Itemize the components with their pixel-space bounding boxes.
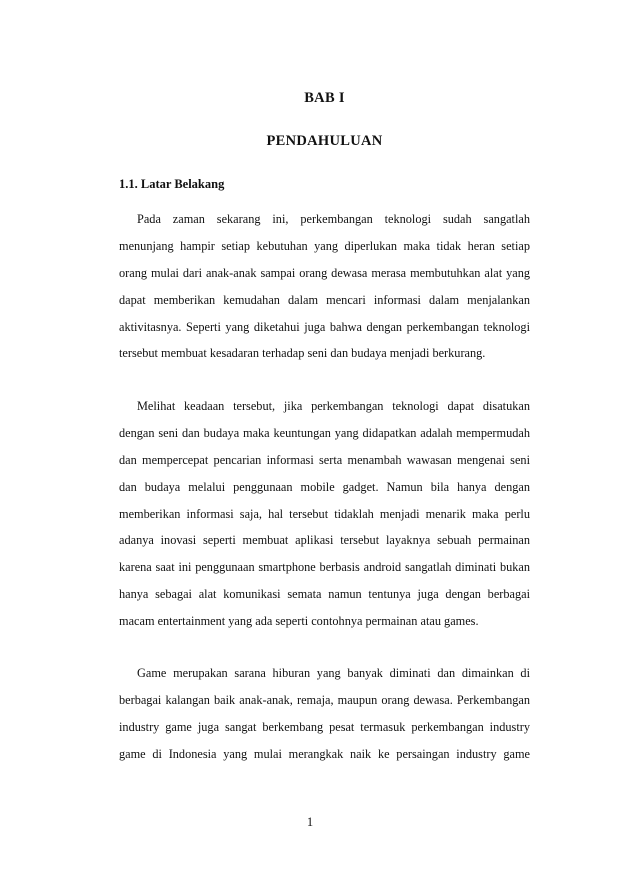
paragraph-line: dan mempercepat pencarian informasi serta menambah wawasan mengenai seni [119,452,530,467]
paragraph-line: Pada zaman sekarang ini, perkembangan teknologi sudah sangatlah [137,212,530,226]
paragraph-2 [119,393,530,635]
paragraph-3 [119,660,530,768]
paragraph-line: dan budaya melalui penggunaan mobile gadget. Namun bila hanya dengan [119,479,530,494]
section-heading: 1.1. Latar Belakang [119,177,225,191]
paragraph-line: Melihat keadaan tersebut, jika perkembangan teknologi dapat disatukan [137,399,530,413]
chapter-title: PENDAHULUAN [266,133,383,149]
paragraph-line: dengan seni dan budaya maka keuntungan yang didapatkan adalah mempermudah [119,425,530,440]
paragraph-line: berbagai kalangan baik anak-anak, remaja, maupun orang dewasa. Perkembangan [119,692,530,707]
paragraph-line: hanya sebagai alat komunikasi semata namun tentunya juga dengan berbagai [119,587,530,602]
page-number: 1 [306,815,314,829]
paragraph-line: orang mulai dari anak-anak sampai orang dewasa merasa membutuhkan alat yang [119,265,530,280]
paragraph-line: macam entertainment yang ada seperti contohnya permainan atau games. [119,614,479,629]
paragraph-line: Game merupakan sarana hiburan yang banyak diminati dan dimainkan di [137,666,530,680]
paragraph-line: dapat memberikan kemudahan dalam mencari informasi dalam menjalankan [119,292,530,307]
paragraph-1 [119,206,530,367]
paragraph-line: aktivitasnya. Seperti yang diketahui juga bahwa dengan perkembangan teknologi [119,319,530,334]
paragraph-line: menunjang hampir setiap kebutuhan yang diperlukan maka tidak heran setiap [119,238,530,253]
paragraph-line: memberikan informasi saja, hal tersebut tidaklah menjadi menarik maka perlu [119,506,530,521]
paragraph-line: tersebut membuat kesadaran terhadap seni dan budaya menjadi berkurang. [119,346,486,361]
paragraph-line: game di Indonesia yang mulai merangkak naik ke persaingan industry game [119,746,530,761]
paragraph-line: karena saat ini penggunaan smartphone berbasis android sangatlah diminati bukan [119,560,530,575]
paragraph-line: industry game juga sangat berkembang pesat termasuk perkembangan industry [119,719,530,734]
paragraph-line: adanya inovasi seperti membuat aplikasi tersebut layaknya sebuah permainan [119,533,530,548]
chapter-number: BAB I [304,90,345,106]
